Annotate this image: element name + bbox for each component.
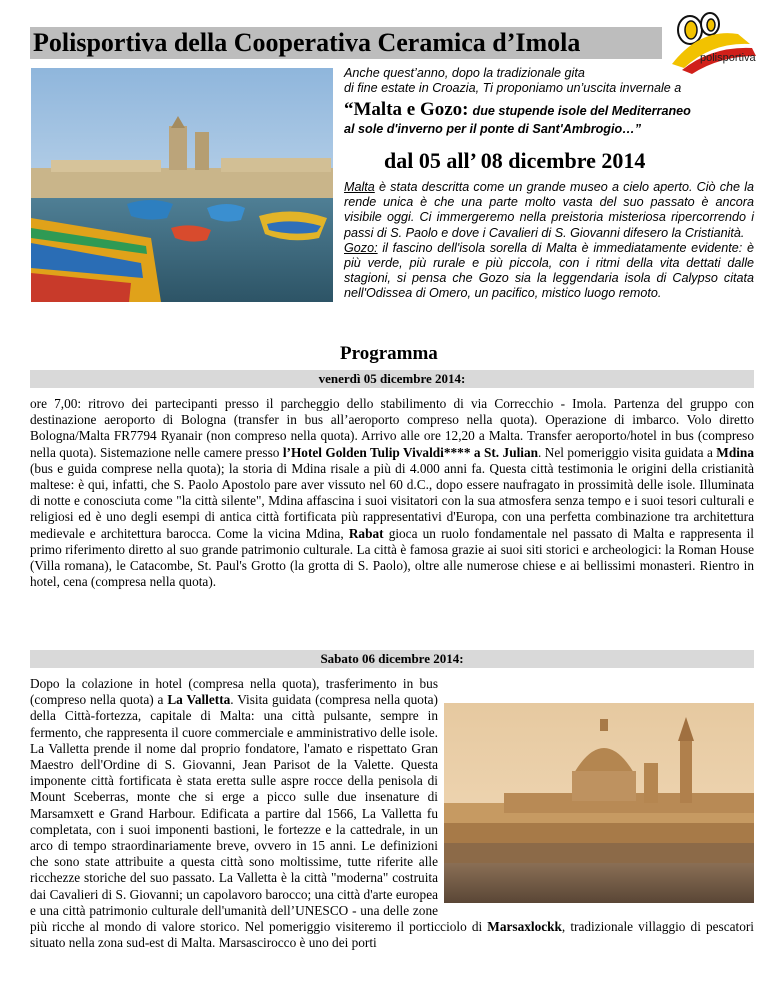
day-1-text	[30, 396, 754, 590]
day-2-text-1: Dopo la colazione in hotel (compresa nella quota), trasferimento in bus (compreso nella quota) a	[30, 676, 438, 708]
day-1-text-2: . Nel pomeriggio visita guidata a	[538, 444, 717, 460]
trip-dates: dal 05 all’ 08 dicembre 2014	[384, 148, 646, 173]
day-1-text-3: (bus e guida comprese nella quota); la storia di Mdina risale a più di 4.000 anni fa. Questa città testimonia le origini della cristianità maltese: è qui, infatti, che S. Paolo Apostolo pare aver vissuto nel 60 d.C., dopo essere naufragato in prossimità delle isole. Illuminata di notte e conosciuta come "la città silente", Mdina affascina i suoi visitatori con la sua atmosfera senza tempo e i suoi tesori culturali e religiosi ed è uno degli esempi di antica città fortificata più rappresentativi d'Europa, con una perfetta combinazione tra architettura medievale e architettura barocca. Come la vicina Mdina,	[30, 460, 754, 541]
description	[344, 180, 754, 302]
intro-line-1: Anche quest’anno, dopo la tradizionale gita	[344, 66, 585, 80]
day-2-text-3: , tradizionale villaggio di pescatori situato nella zona sud-est di Malta. Marsascirocco è uno dei porti	[30, 919, 754, 951]
headline-line-2: al sole d'inverno per il ponte di Sant'Ambrogio…”	[344, 122, 642, 136]
intro-text	[344, 66, 754, 96]
rabat-label: Rabat	[348, 525, 384, 541]
page-title: Polisportiva della Cooperativa Ceramica d’Imola	[33, 28, 581, 57]
mdina-label: Mdina	[716, 444, 754, 460]
hotel-name: l’Hotel Golden Tulip Vivaldi**** a St. Julian	[282, 444, 539, 460]
day-2-heading: Sabato 06 dicembre 2014:	[30, 650, 754, 668]
marsaxlokk-label: Marsaxlockk	[487, 919, 562, 935]
day-2-text	[30, 676, 754, 986]
intro-line-2: di fine estate in Croazia, Ti proponiamo un’uscita invernale a	[344, 81, 682, 95]
malta-text: è stata descritta come un grande museo a cielo aperto. Ciò che la rende unica è che una parte molto vasta del suo passato è ancora visibile oggi. Ci immergeremo nella preistoria misteriosa ripercorrendo i passi di S. Paolo e dove i Cavalieri di S. Giovanni difesero la Cristianità.	[344, 180, 755, 240]
day-1-text-1: ore 7,00: ritrovo dei partecipanti presso il parcheggio dello stabilimento di via Correcchio - Imola. Partenza del gruppo con destinazione aeroporto di Bologna (transfer in bus all’aeroporto compreso nella quota). Operazione di imbarco. Volo diretto Bologna/Malta FR7794 Ryanair (non compreso nella quota). Arrivo alle ore 12,20 a Malta. Transfer aeroporto/hotel in bus (compreso nella quota). Sistemazione nelle camere presso	[30, 396, 754, 460]
malta-label: Malta	[344, 180, 375, 194]
harbour-photo	[31, 68, 333, 302]
day-1-heading: venerdì 05 dicembre 2014:	[30, 370, 754, 388]
headline	[344, 100, 764, 121]
programma-title: Programma	[340, 343, 438, 364]
gozo-label: Gozo:	[344, 240, 378, 255]
headline-rest: due stupende isole del Mediterraneo	[472, 104, 691, 118]
gozo-text: il fascino dell'isola sorella di Malta è immediatamente evidente: è più verde, più rurale e più piccola, con i ritmi della vita dettati dalle stagioni, si pensa che Gozo sia la leggendaria isola di Calypso citata nell'Odissea di Omero, un pacifico, mistico luogo remoto.	[344, 240, 755, 301]
valletta-label: La Valletta	[167, 692, 231, 708]
day-1-text-4: gioca un ruolo fondamentale nel passato di Malta e rappresenta il primo riferimento diretto al suo grande patrimonio culturale. La città è famosa grazie ai suoi siti storici e archeologici: la Roman House (Villa romana), le Catacombe, St. Paul's Grotto (la grotta di S. Paolo), oltre alle numerose chiese e ai bellissimi monasteri. Rientro in hotel, cena (compresa nella quota).	[30, 525, 755, 590]
day-2-text-2: . Visita guidata (compresa nella quota) della Città-fortezza, capitale di Malta: una città pulsante, sempre in fermento, che rappresenta il cuore commerciale e amministrativo delle isole. La Valletta prende il nome dal proprio fondatore, l'amato e rispettato Gran Maestro dell'Ordine di S. Giovanni, Jean Parisot de la Valette. Questa imponente città fortificata è stata eretta sulle aspre rocce della penisola di Mount Sceberras, monte che si erge a picco sulle due insenature di Marsamxett e Grand Harbour. Edificata a partire dal 1566, La Valletta fu completata, con i suoi imponenti bastioni, le fortezze e la cattedrale, in un arco di tempo straordinariamente breve, ovvero in 15 anni. Le definizioni che sono state attribuite a questa città sono moltissime, tutte riferite alle ricchezze storiche del suo passato. La Valletta è la città "moderna" costruita dai Cavalieri di S. Giovanni; un capolavoro barocco; una città d'arte europea e una città patrimonio culturale dell'umanità dell’UNESCO - una delle zone più ricche al mondo di valore storico. Nel pomeriggio visiteremo il porticciolo di	[30, 692, 488, 935]
headline-quote: “Malta e Gozo:	[344, 99, 469, 120]
logo-label: polisportiva	[700, 52, 756, 64]
